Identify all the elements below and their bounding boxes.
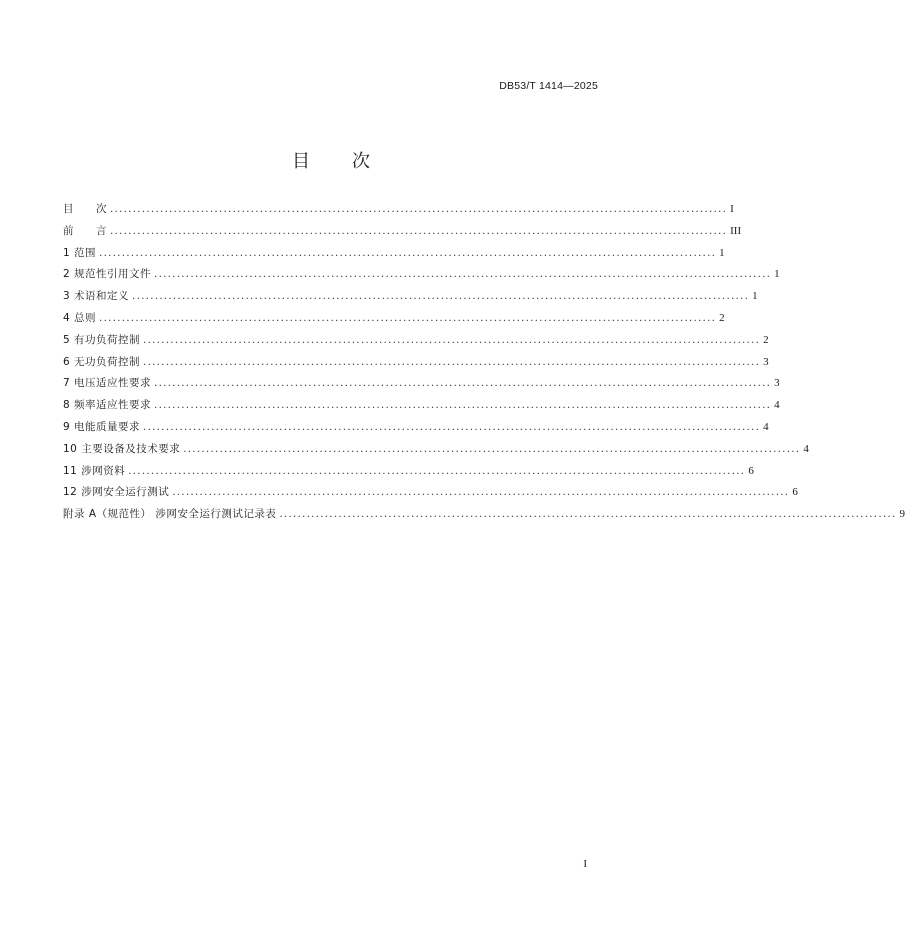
toc-entry[interactable] (63, 417, 769, 439)
toc-entry-page: 6 (748, 464, 754, 477)
toc-entry-label: 2 规范性引用文件 (63, 268, 152, 281)
toc-dot-leader: ........................................................................................................................................ (279, 508, 897, 521)
toc-entry-page: 1 (719, 246, 725, 259)
toc-entry-label: 1 范围 (63, 246, 97, 259)
toc-dot-leader: ........................................................................................................................................ (154, 399, 772, 412)
toc-entry-page: III (730, 224, 742, 237)
toc-entry-page: 3 (763, 355, 769, 368)
toc-dot-leader: ........................................................................................................................................ (110, 203, 728, 215)
toc-entry-page: 3 (774, 377, 780, 390)
toc-entry-label: 11 涉网资料 (63, 464, 126, 477)
toc-dot-leader: ........................................................................................................................................ (143, 333, 761, 346)
toc-entry[interactable] (63, 439, 809, 461)
toc-entry-page: 6 (792, 486, 798, 499)
toc-entry-page: I (730, 203, 734, 215)
document-code: DB53/T 1414—2025 (499, 80, 598, 92)
page-title-char-2: 次 (352, 151, 370, 172)
page-title (0, 147, 662, 173)
table-of-contents (63, 199, 905, 526)
toc-dot-leader: ........................................................................................................................................ (99, 246, 717, 259)
toc-entry[interactable] (63, 243, 725, 265)
toc-entry-label: 12 涉网安全运行测试 (63, 486, 170, 499)
toc-entry[interactable] (63, 221, 742, 243)
toc-entry-label: 5 有功负荷控制 (63, 333, 141, 346)
toc-entry-label: 前 言 (63, 224, 107, 237)
toc-dot-leader: ........................................................................................................................................ (172, 486, 790, 499)
toc-dot-leader: ........................................................................................................................................ (154, 377, 772, 390)
toc-entry[interactable] (63, 330, 769, 352)
toc-entry[interactable] (63, 461, 754, 483)
toc-entry-label: 目 次 (63, 203, 107, 215)
toc-entry-page: 4 (763, 420, 769, 433)
toc-entry[interactable] (63, 308, 725, 330)
toc-entry-label: 7 电压适应性要求 (63, 377, 152, 390)
toc-dot-leader: ........................................................................................................................................ (110, 224, 728, 237)
toc-entry-page: 9 (899, 508, 905, 521)
toc-entry[interactable] (63, 395, 780, 417)
toc-entry[interactable] (63, 373, 780, 395)
toc-entry-page: 2 (763, 333, 769, 346)
toc-entry-page: 1 (774, 268, 780, 281)
toc-entry-label: 8 频率适应性要求 (63, 399, 152, 412)
toc-dot-leader: ........................................................................................................................................ (143, 420, 761, 433)
toc-entry-label: 4 总则 (63, 311, 97, 324)
toc-dot-leader: ........................................................................................................................................ (154, 268, 772, 281)
toc-entry-label: 9 电能质量要求 (63, 420, 141, 433)
toc-entry[interactable] (63, 482, 798, 504)
toc-entry[interactable] (63, 504, 905, 526)
page-number: I (583, 858, 587, 870)
toc-dot-leader: ........................................................................................................................................ (132, 290, 750, 303)
toc-entry-label: 3 术语和定义 (63, 290, 130, 303)
toc-entry[interactable] (63, 352, 769, 374)
toc-entry-label: 6 无功负荷控制 (63, 355, 141, 368)
toc-entry-label: 10 主要设备及技术要求 (63, 442, 181, 455)
toc-entry[interactable] (63, 199, 734, 221)
toc-entry-page: 4 (774, 399, 780, 412)
toc-entry-page: 4 (803, 442, 809, 455)
toc-entry[interactable] (63, 264, 780, 286)
toc-entry-label: 附录 A（规范性） 涉网安全运行测试记录表 (63, 508, 277, 521)
toc-dot-leader: ........................................................................................................................................ (99, 311, 717, 324)
toc-entry-page: 1 (752, 290, 758, 303)
toc-dot-leader: ........................................................................................................................................ (143, 355, 761, 368)
toc-dot-leader: ........................................................................................................................................ (183, 442, 801, 455)
toc-entry[interactable] (63, 286, 758, 308)
toc-dot-leader: ........................................................................................................................................ (128, 464, 746, 477)
toc-entry-page: 2 (719, 311, 725, 324)
page-title-char-1: 目 (292, 151, 310, 172)
